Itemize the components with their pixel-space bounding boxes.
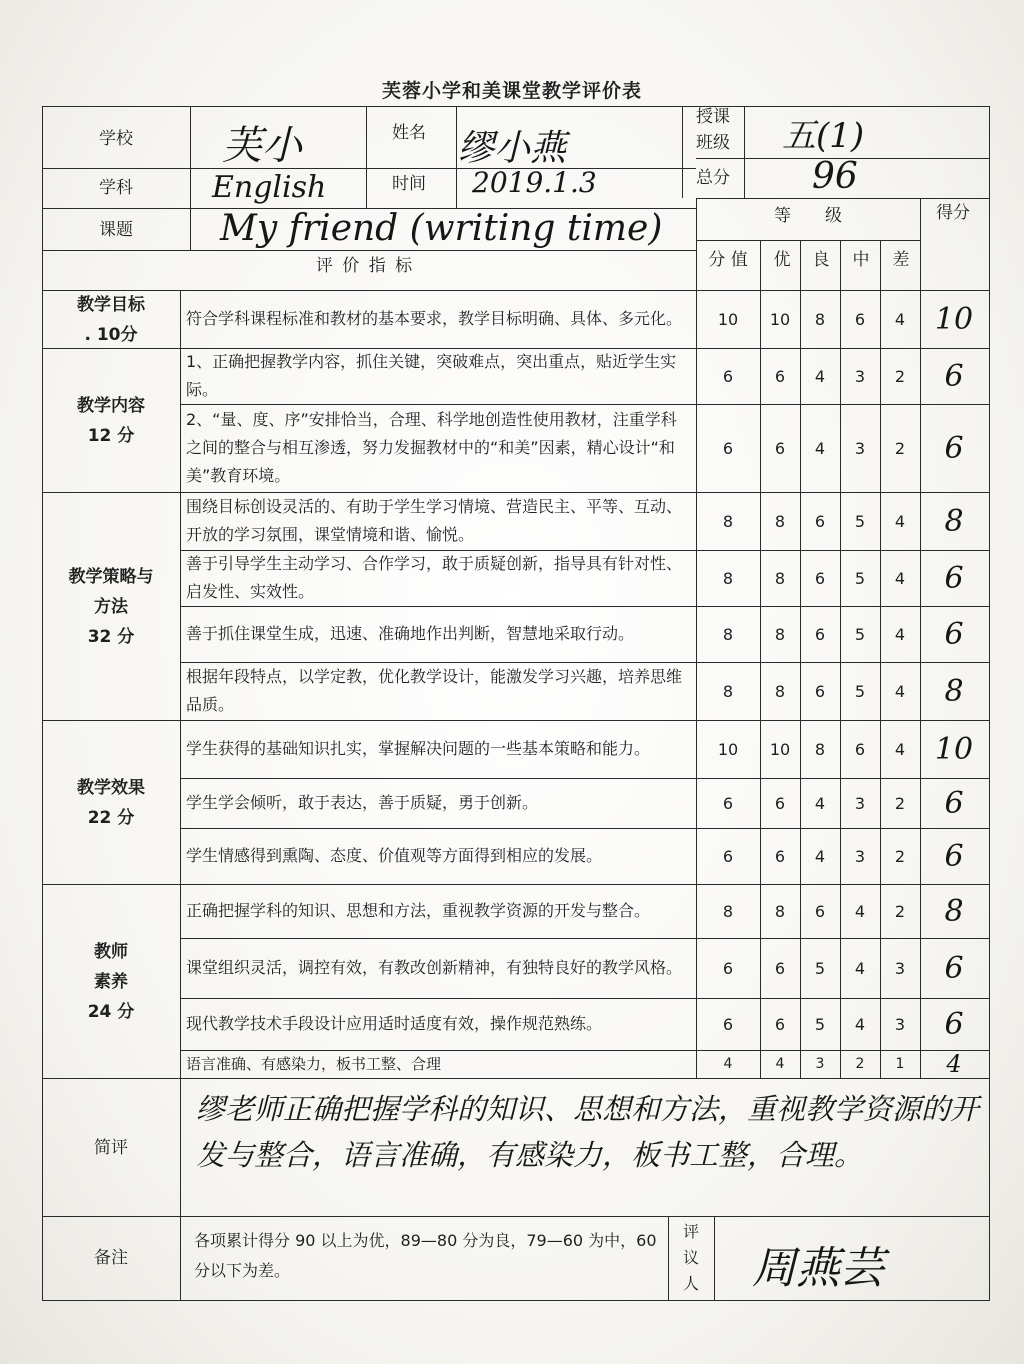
poor-value: 4 bbox=[894, 309, 906, 329]
criteria-text: 学生情感得到熏陶、态度、价值观等方面得到相应的发展。 bbox=[186, 846, 603, 865]
awarded-score: 6 bbox=[944, 358, 964, 394]
awarded-score: 6 bbox=[944, 838, 964, 874]
medium-value: 3 bbox=[854, 366, 866, 386]
school-label: 学校 bbox=[99, 129, 133, 149]
remark-text: 各项累计得分 90 以上为优，89—80 分为良，79—60 为中，60 分以下为差。 bbox=[194, 1231, 657, 1280]
max-value: 6 bbox=[722, 438, 734, 458]
medium-value: 6 bbox=[854, 309, 866, 329]
poor-value: 4 bbox=[894, 739, 906, 759]
group-teaching-strategy: 教学策略与 方法 32 分 bbox=[68, 567, 154, 647]
col-value: 分 值 bbox=[708, 250, 748, 270]
max-value: 8 bbox=[722, 568, 734, 588]
medium-value: 6 bbox=[854, 739, 866, 759]
school-value: 芙小 bbox=[222, 123, 302, 169]
form-title: 芙蓉小学和美课堂教学评价表 bbox=[381, 80, 642, 102]
max-value: 8 bbox=[722, 681, 734, 701]
criteria-text: 课堂组织灵活，调控有效，有教改创新精神，有独特良好的教学风格。 bbox=[186, 958, 683, 977]
col-good: 良 bbox=[812, 250, 830, 270]
max-value: 10 bbox=[717, 739, 739, 759]
reviewer-label: 评 议 人 bbox=[682, 1222, 699, 1293]
awarded-score: 4 bbox=[946, 1050, 962, 1078]
criteria-text: 根据年段特点，以学定教，优化教学设计，能激发学习兴趣，培养思维品质。 bbox=[186, 667, 683, 714]
group-teacher-quality: 教师 素养 24 分 bbox=[87, 942, 135, 1022]
poor-value: 4 bbox=[894, 624, 906, 644]
awarded-score: 6 bbox=[944, 1006, 964, 1042]
medium-value: 5 bbox=[854, 624, 866, 644]
excellent-value: 8 bbox=[774, 901, 786, 921]
awarded-score: 8 bbox=[944, 503, 964, 539]
awarded-score: 6 bbox=[944, 560, 964, 596]
awarded-score: 10 bbox=[934, 731, 974, 767]
good-value: 4 bbox=[814, 438, 826, 458]
awarded-score: 10 bbox=[934, 301, 974, 337]
group-teaching-effect: 教学效果 22 分 bbox=[77, 778, 145, 828]
grid-vline bbox=[456, 106, 457, 208]
medium-value: 4 bbox=[854, 958, 866, 978]
poor-value: 2 bbox=[894, 901, 906, 921]
excellent-value: 4 bbox=[775, 1056, 785, 1072]
poor-value: 2 bbox=[894, 438, 906, 458]
grid-hline bbox=[42, 250, 696, 251]
excellent-value: 8 bbox=[774, 511, 786, 531]
class-label: 授课 班级 bbox=[696, 107, 730, 153]
grid-vline bbox=[180, 290, 181, 1300]
awarded-score: 6 bbox=[944, 616, 964, 652]
group-teaching-goals: 教学目标 . 10分 bbox=[77, 295, 145, 345]
max-value: 8 bbox=[722, 624, 734, 644]
excellent-value: 6 bbox=[774, 846, 786, 866]
medium-value: 4 bbox=[854, 901, 866, 921]
grid-hline bbox=[42, 106, 990, 107]
grid-hline bbox=[42, 1078, 990, 1079]
excellent-value: 8 bbox=[774, 681, 786, 701]
grid-hline bbox=[42, 1216, 990, 1217]
max-value: 6 bbox=[722, 1014, 734, 1034]
excellent-value: 6 bbox=[774, 958, 786, 978]
poor-value: 2 bbox=[894, 846, 906, 866]
criteria-text: 1、正确把握教学内容，抓住关键，突破难点，突出重点，贴近学生实际。 bbox=[186, 352, 677, 399]
good-value: 4 bbox=[814, 846, 826, 866]
grid-vline bbox=[714, 1216, 715, 1300]
awarded-score: 8 bbox=[944, 673, 964, 709]
good-value: 8 bbox=[814, 309, 826, 329]
medium-value: 3 bbox=[854, 846, 866, 866]
name-label: 姓名 bbox=[392, 123, 426, 143]
grid-vline bbox=[989, 106, 990, 1300]
good-value: 6 bbox=[814, 681, 826, 701]
remark-label: 备注 bbox=[94, 1248, 128, 1268]
grid-hline bbox=[42, 1300, 990, 1301]
class-value: 五(1) bbox=[782, 116, 865, 156]
criteria-text: 语言准确、有感染力，板书工整、合理 bbox=[186, 1055, 442, 1073]
indicator-label: 评 价 指 标 bbox=[315, 256, 415, 276]
group-teaching-content: 教学内容 12 分 bbox=[77, 396, 145, 446]
criteria-text: 2、“量、度、序”安排恰当，合理、科学地创造性使用教材，注重学科之间的整合与相互渗透，努力发掘教材中的“和美”因素，精心设计“和美”教育环境。 bbox=[186, 410, 677, 485]
poor-value: 4 bbox=[894, 511, 906, 531]
max-value: 10 bbox=[717, 309, 739, 329]
topic-value: My friend (writing time) bbox=[220, 208, 663, 249]
name-value: 缪小燕 bbox=[458, 128, 567, 169]
time-value: 2019.1.3 bbox=[472, 166, 597, 199]
max-value: 8 bbox=[722, 901, 734, 921]
awarded-score: 6 bbox=[944, 950, 964, 986]
criteria-text: 学生学会倾听，敢于表达，善于质疑，勇于创新。 bbox=[186, 793, 539, 812]
medium-value: 3 bbox=[854, 438, 866, 458]
total-value: 96 bbox=[812, 156, 858, 197]
awarded-score: 6 bbox=[944, 430, 964, 466]
col-poor: 差 bbox=[892, 250, 910, 270]
comment-text: 缪老师正确把握学科的知识、思想和方法，重视教学资源的开发与整合，语言准确，有感染力，板书工整，合理。 bbox=[196, 1092, 980, 1172]
good-value: 6 bbox=[814, 511, 826, 531]
good-value: 6 bbox=[814, 624, 826, 644]
excellent-value: 10 bbox=[769, 309, 791, 329]
poor-value: 3 bbox=[894, 1014, 906, 1034]
max-value: 6 bbox=[722, 958, 734, 978]
excellent-value: 6 bbox=[774, 438, 786, 458]
reviewer-signature: 周燕芸 bbox=[752, 1243, 884, 1294]
total-label: 总分 bbox=[696, 168, 730, 188]
poor-value: 3 bbox=[894, 958, 906, 978]
medium-value: 4 bbox=[854, 1014, 866, 1034]
criteria-text: 现代教学技术手段设计应用适时适度有效，操作规范熟练。 bbox=[186, 1014, 603, 1033]
good-value: 5 bbox=[814, 1014, 826, 1034]
good-value: 8 bbox=[814, 739, 826, 759]
poor-value: 2 bbox=[894, 366, 906, 386]
max-value: 4 bbox=[723, 1056, 733, 1072]
poor-value: 4 bbox=[894, 681, 906, 701]
criteria-text: 符合学科课程标准和教材的基本要求，教学目标明确、具体、多元化。 bbox=[186, 309, 683, 328]
medium-value: 2 bbox=[855, 1056, 865, 1072]
criteria-text: 正确把握学科的知识、思想和方法，重视教学资源的开发与整合。 bbox=[186, 901, 651, 920]
excellent-value: 8 bbox=[774, 624, 786, 644]
criteria-text: 围绕目标创设灵活的、有助于学生学习情境、营造民主、平等、互动、开放的学习氛围，课堂情境和谐、愉悦。 bbox=[186, 497, 683, 544]
medium-value: 5 bbox=[854, 511, 866, 531]
good-value: 3 bbox=[815, 1056, 825, 1072]
comment-label: 简评 bbox=[94, 1138, 128, 1158]
good-value: 4 bbox=[814, 366, 826, 386]
criteria-text: 学生获得的基础知识扎实，掌握解决问题的一些基本策略和能力。 bbox=[186, 739, 651, 758]
max-value: 8 bbox=[722, 511, 734, 531]
grid-vline bbox=[744, 106, 745, 198]
good-value: 5 bbox=[814, 958, 826, 978]
max-value: 6 bbox=[722, 846, 734, 866]
medium-value: 3 bbox=[854, 793, 866, 813]
medium-value: 5 bbox=[854, 681, 866, 701]
col-excellent: 优 bbox=[773, 250, 791, 270]
poor-value: 2 bbox=[894, 793, 906, 813]
criteria-text: 善于抓住课堂生成，迅速、准确地作出判断，智慧地采取行动。 bbox=[186, 624, 635, 643]
excellent-value: 6 bbox=[774, 793, 786, 813]
excellent-value: 10 bbox=[769, 739, 791, 759]
topic-label: 课题 bbox=[99, 220, 133, 240]
grade-label: 等 级 bbox=[774, 206, 842, 226]
poor-value: 4 bbox=[894, 568, 906, 588]
criteria-text: 善于引导学生主动学习、合作学习，敢于质疑创新，指导具有针对性、启发性、实效性。 bbox=[186, 554, 683, 601]
medium-value: 5 bbox=[854, 568, 866, 588]
excellent-value: 6 bbox=[774, 1014, 786, 1034]
max-value: 6 bbox=[722, 793, 734, 813]
awarded-score: 8 bbox=[944, 893, 964, 929]
subject-value: English bbox=[212, 170, 327, 205]
subject-label: 学科 bbox=[99, 178, 133, 198]
grid-vline bbox=[190, 106, 191, 250]
good-value: 6 bbox=[814, 568, 826, 588]
time-label: 时间 bbox=[392, 174, 426, 194]
excellent-value: 6 bbox=[774, 366, 786, 386]
max-value: 6 bbox=[722, 366, 734, 386]
good-value: 6 bbox=[814, 901, 826, 921]
good-value: 4 bbox=[814, 793, 826, 813]
excellent-value: 8 bbox=[774, 568, 786, 588]
poor-value: 1 bbox=[895, 1056, 905, 1072]
col-medium: 中 bbox=[852, 250, 870, 270]
score-label: 得分 bbox=[936, 203, 970, 223]
grid-hline bbox=[696, 240, 920, 241]
awarded-score: 6 bbox=[944, 785, 964, 821]
